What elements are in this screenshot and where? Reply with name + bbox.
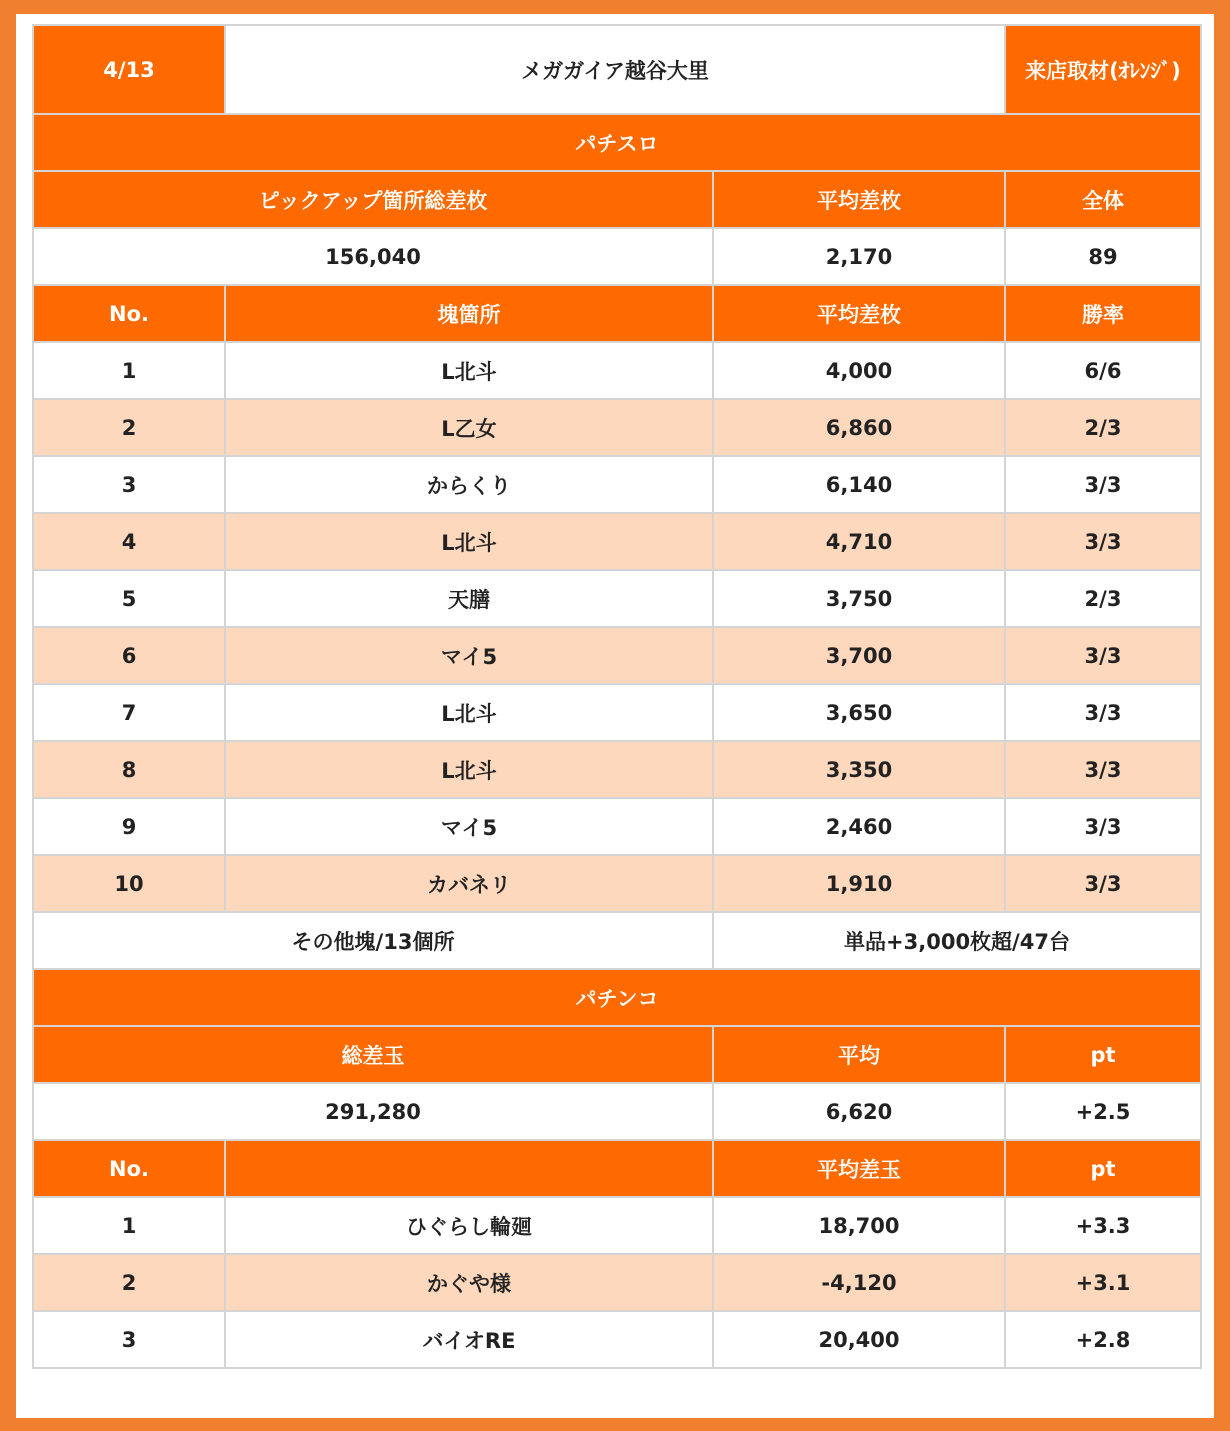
row-no: 5: [33, 570, 225, 627]
slot-avg-value: 2,170: [713, 228, 1005, 285]
row-name: マイ5: [225, 798, 713, 855]
row-name: L北斗: [225, 342, 713, 399]
table-row: [33, 342, 1201, 399]
row-rate: 2/3: [1005, 399, 1201, 456]
slot-single-note: 単品+3,000枚超/47台: [713, 912, 1201, 969]
table-row: [33, 627, 1201, 684]
row-no: 6: [33, 627, 225, 684]
row-pt: +2.8: [1005, 1311, 1201, 1368]
slot-total-header: ピックアップ箇所総差枚: [33, 171, 713, 228]
slot-list-avg-header: 平均差枚: [713, 285, 1005, 342]
pachinko-total-value: 291,280: [33, 1083, 713, 1140]
slot-extra-row: [33, 912, 1201, 969]
row-pt: +3.1: [1005, 1254, 1201, 1311]
row-avg: 20,400: [713, 1311, 1005, 1368]
row-no: 1: [33, 342, 225, 399]
pachinko-section-row: [33, 969, 1201, 1026]
row-avg: 4,710: [713, 513, 1005, 570]
row-avg: -4,120: [713, 1254, 1005, 1311]
row-avg: 3,350: [713, 741, 1005, 798]
pachinko-list-pt-header: pt: [1005, 1140, 1201, 1197]
row-avg: 3,700: [713, 627, 1005, 684]
slot-name-header: 塊箇所: [225, 285, 713, 342]
row-no: 2: [33, 1254, 225, 1311]
row-avg: 1,910: [713, 855, 1005, 912]
row-rate: 3/3: [1005, 456, 1201, 513]
table-row: [33, 513, 1201, 570]
pachinko-summary-row: [33, 1083, 1201, 1140]
table-row: [33, 399, 1201, 456]
pachinko-pt-value: +2.5: [1005, 1083, 1201, 1140]
report-table: [32, 24, 1202, 1369]
row-name: L北斗: [225, 684, 713, 741]
row-avg: 6,140: [713, 456, 1005, 513]
store-name: メガガイア越谷大里: [225, 25, 1005, 114]
row-avg: 2,460: [713, 798, 1005, 855]
pachinko-avg-value: 6,620: [713, 1083, 1005, 1140]
slot-all-header: 全体: [1005, 171, 1201, 228]
slot-summary-row: [33, 228, 1201, 285]
pachinko-section-title: パチンコ: [33, 969, 1201, 1026]
pachinko-summary-header-row: [33, 1026, 1201, 1083]
slot-section-title: パチスロ: [33, 114, 1201, 171]
row-no: 9: [33, 798, 225, 855]
row-avg: 4,000: [713, 342, 1005, 399]
row-no: 8: [33, 741, 225, 798]
row-rate: 3/3: [1005, 684, 1201, 741]
slot-avg-header: 平均差枚: [713, 171, 1005, 228]
row-rate: 6/6: [1005, 342, 1201, 399]
row-rate: 3/3: [1005, 741, 1201, 798]
row-avg: 3,750: [713, 570, 1005, 627]
row-name: L乙女: [225, 399, 713, 456]
row-rate: 3/3: [1005, 855, 1201, 912]
row-rate: 2/3: [1005, 570, 1201, 627]
row-name: L北斗: [225, 741, 713, 798]
event-tag: 来店取材(ｵﾚﾝｼﾞ): [1005, 25, 1201, 114]
table-row: [33, 1197, 1201, 1254]
header-row: [33, 25, 1201, 114]
slot-other-note: その他塊/13個所: [33, 912, 713, 969]
slot-all-value: 89: [1005, 228, 1201, 285]
slot-rate-header: 勝率: [1005, 285, 1201, 342]
row-avg: 6,860: [713, 399, 1005, 456]
table-row: [33, 855, 1201, 912]
row-no: 3: [33, 1311, 225, 1368]
row-name: ひぐらし輪廻: [225, 1197, 713, 1254]
table-row: [33, 1254, 1201, 1311]
row-no: 1: [33, 1197, 225, 1254]
table-row: [33, 741, 1201, 798]
table-row: [33, 1311, 1201, 1368]
pachinko-avg-header: 平均: [713, 1026, 1005, 1083]
date-cell: 4/13: [33, 25, 225, 114]
row-no: 2: [33, 399, 225, 456]
row-rate: 3/3: [1005, 798, 1201, 855]
row-name: カバネリ: [225, 855, 713, 912]
table-row: [33, 570, 1201, 627]
table-row: [33, 684, 1201, 741]
row-name: かぐや様: [225, 1254, 713, 1311]
slot-section-row: [33, 114, 1201, 171]
row-name: L北斗: [225, 513, 713, 570]
row-avg: 18,700: [713, 1197, 1005, 1254]
row-name: マイ5: [225, 627, 713, 684]
table-row: [33, 456, 1201, 513]
row-name: バイオRE: [225, 1311, 713, 1368]
row-avg: 3,650: [713, 684, 1005, 741]
row-no: 7: [33, 684, 225, 741]
pachinko-pt-header: pt: [1005, 1026, 1201, 1083]
row-no: 4: [33, 513, 225, 570]
table-row: [33, 798, 1201, 855]
pachinko-no-header: No.: [33, 1140, 225, 1197]
pachinko-name-header: [225, 1140, 713, 1197]
pachinko-total-header: 総差玉: [33, 1026, 713, 1083]
row-no: 10: [33, 855, 225, 912]
pachinko-list-header-row: [33, 1140, 1201, 1197]
row-name: 天膳: [225, 570, 713, 627]
row-pt: +3.3: [1005, 1197, 1201, 1254]
row-name: からくり: [225, 456, 713, 513]
row-no: 3: [33, 456, 225, 513]
row-rate: 3/3: [1005, 627, 1201, 684]
report-panel: [16, 14, 1214, 1418]
pachinko-list-avg-header: 平均差玉: [713, 1140, 1005, 1197]
row-rate: 3/3: [1005, 513, 1201, 570]
slot-summary-header-row: [33, 171, 1201, 228]
slot-total-value: 156,040: [33, 228, 713, 285]
slot-no-header: No.: [33, 285, 225, 342]
slot-list-header-row: [33, 285, 1201, 342]
